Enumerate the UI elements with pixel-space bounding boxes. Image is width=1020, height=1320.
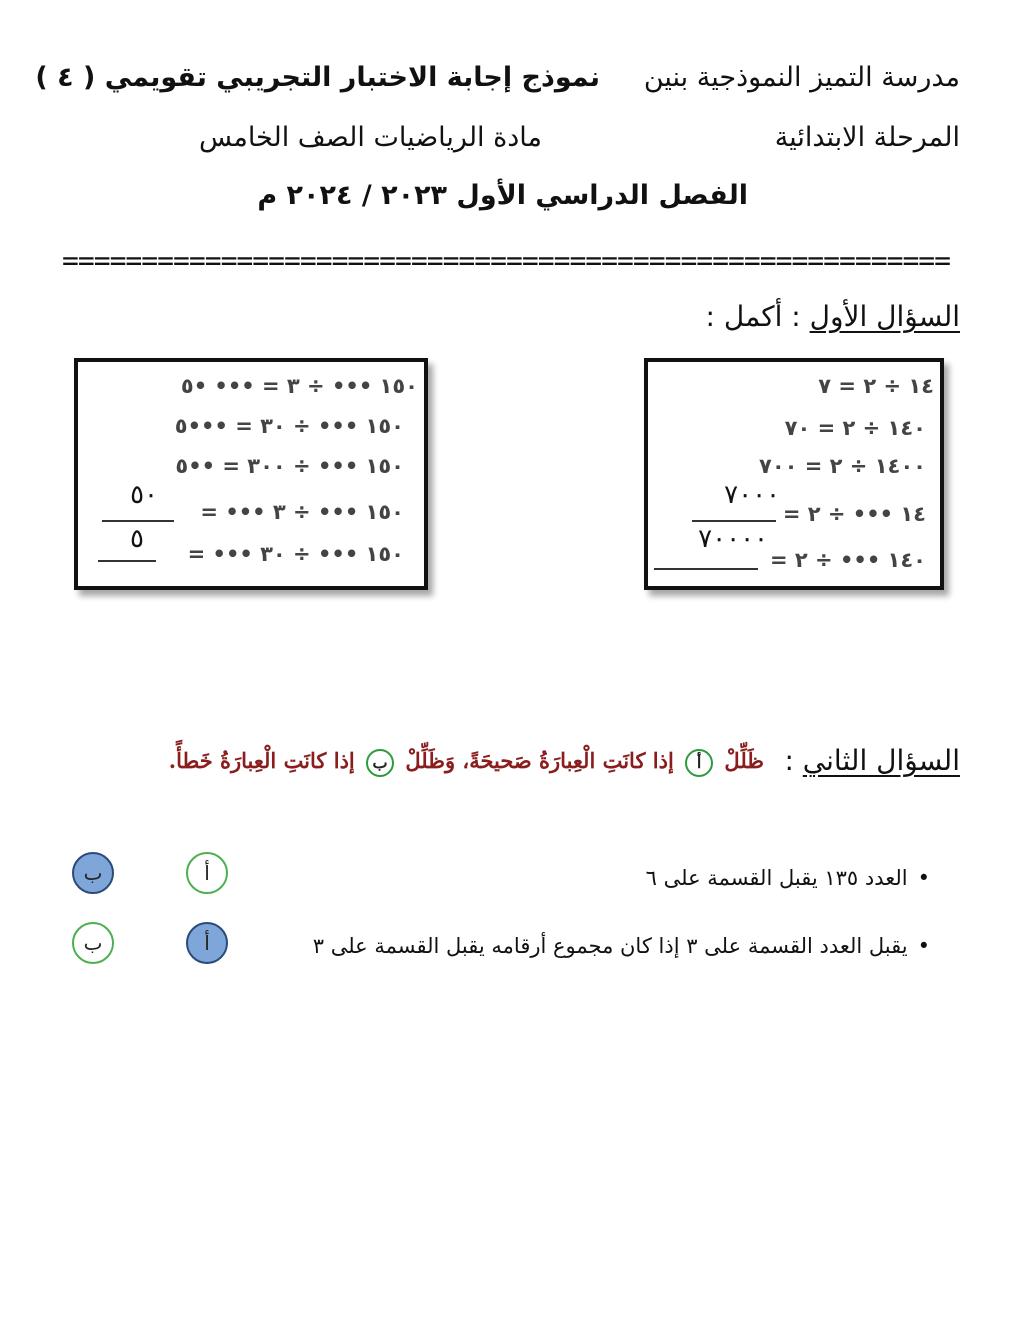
q2-item-1 — [646, 866, 930, 890]
q2-colon: : — [784, 744, 803, 777]
right-answer-5: ٧٠٠٠٠ — [698, 524, 768, 554]
q1-suffix: : أكمل : — [705, 300, 810, 333]
stage: المرحلة الابتدائية — [774, 122, 960, 153]
q1-left-box — [74, 358, 428, 590]
left-row-1: ١٥٠ ••• ÷ ٣ = ••• •٥ — [180, 374, 418, 398]
left-row-5: ١٥٠ ••• ÷ ٣٠ ••• = — [187, 542, 404, 566]
right-answer-4: ٧٠٠٠ — [724, 480, 780, 510]
right-row-3: ١٤٠٠ ÷ ٢ = ٧٠٠ — [759, 454, 926, 478]
school-name: مدرسة التميز النموذجية بنين — [643, 62, 960, 93]
left-answer-line-4 — [102, 520, 174, 522]
left-row-4: ١٥٠ ••• ÷ ٣ ••• = — [200, 500, 404, 524]
q1-label: السؤال الأول — [809, 300, 960, 333]
exam-title: نموذج إجابة الاختبار التجريبي تقويمي ( ٤ ) — [35, 62, 600, 93]
right-row-1: ١٤ ÷ ٢ = ٧ — [818, 374, 934, 398]
right-row-4: ١٤ ••• ÷ ٢ = — [782, 502, 926, 526]
left-row-2: ١٥٠ ••• ÷ ٣٠ = •••٥ — [174, 414, 404, 438]
instruction-part-b: إذا كانَتِ الْعِبارَةُ صَحيحَةً، وَظَلِّلْ — [405, 748, 674, 773]
right-row-2: ١٤٠ ÷ ٢ = ٧٠ — [784, 416, 926, 440]
q1-right-box — [644, 358, 944, 590]
right-row-5: ١٤٠ ••• ÷ ٢ = — [770, 548, 926, 572]
q2-label: السؤال الثاني — [802, 744, 960, 777]
right-answer-line-4 — [692, 520, 776, 522]
q2-item-1-option-a[interactable]: أ — [186, 852, 228, 894]
q2-item-2-text: يقبل العدد القسمة على ٣ إذا كان مجموع أرقامه يقبل القسمة على ٣ — [312, 934, 908, 958]
instruction-part-a: ظَلِّلْ — [724, 748, 764, 773]
q1-heading — [706, 300, 960, 333]
left-answer-4: ٥٠ — [130, 480, 158, 510]
bullet-icon: • — [917, 934, 930, 958]
q2-heading — [784, 744, 960, 777]
q2-item-2 — [313, 934, 930, 958]
divider: ======================================================== — [62, 244, 951, 266]
q2-item-1-option-b[interactable]: ب — [72, 852, 114, 894]
instruction-part-c: إذا كانَتِ الْعِبارَةُ خَطأً. — [168, 748, 355, 773]
q2-item-1-text: العدد ١٣٥ يقبل القسمة على ٦ — [645, 866, 908, 890]
left-row-3: ١٥٠ ••• ÷ ٣٠٠ = ••٥ — [175, 454, 404, 478]
bullet-icon: • — [917, 866, 930, 890]
left-answer-line-5 — [98, 560, 156, 562]
q2-item-2-option-a[interactable]: أ — [186, 922, 228, 964]
left-answer-5: ٥ — [130, 524, 144, 554]
instruction-option-a: أ — [685, 749, 713, 777]
right-answer-line-5 — [654, 568, 758, 570]
instruction-option-b: ب — [366, 749, 394, 777]
q2-item-2-option-b[interactable]: ب — [72, 922, 114, 964]
q2-instruction — [169, 748, 764, 777]
subject: مادة الرياضيات الصف الخامس — [198, 122, 542, 153]
term: الفصل الدراسي الأول ٢٠٢٣ / ٢٠٢٤ م — [257, 180, 748, 211]
